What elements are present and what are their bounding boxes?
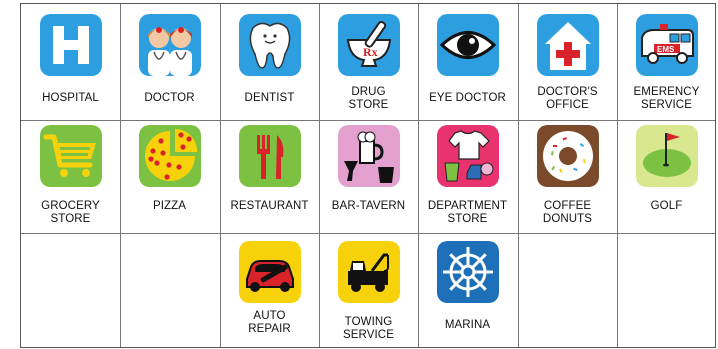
category-towing-service[interactable] [319,4,418,349]
towing-service-label-line: SERVICE [343,329,394,341]
drug-store-label-line: DRUG [351,86,386,98]
category-auto-repair[interactable] [220,4,319,349]
category-coffee-donuts[interactable] [518,4,617,349]
bar-tavern-label-line: BAR-TAVERN [331,200,406,212]
doctors-office-label-line: OFFICE [546,99,589,111]
pizza-icon [139,125,201,187]
car-wrench-icon [239,241,301,303]
donut-icon [537,125,599,187]
grocery-store-label-line: STORE [50,213,91,225]
rx-label: Rx [363,45,378,59]
towing-service-label-line: TOWING [344,316,393,328]
pizza-label-line: PIZZA [152,200,187,212]
hospital-label-line: HOSPITAL [42,92,99,104]
doctor-label-line: DOCTOR [144,92,195,104]
doctors-office-label-line: DOCTOR'S [537,86,598,98]
ship-wheel-icon [437,241,499,303]
drug-store-label-line: STORE [348,99,389,111]
department-store-label-line: STORE [447,213,488,225]
dentist-label-line: DENTIST [244,92,295,104]
marina-label [418,319,517,332]
golf-label [617,200,716,213]
auto-repair-label-line: REPAIR [248,323,291,335]
golf-flag-icon [636,125,698,187]
coffee-donuts-label-line: COFFEE [543,200,592,212]
grocery-store-label-line: GROCERY [41,200,100,212]
coffee-donuts-label-line: DONUTS [542,213,593,225]
pizza-label [120,200,219,213]
tow-truck-icon [338,241,400,303]
ems-badge: EMS [657,45,675,54]
shopping-cart-icon [40,125,102,187]
emergency-service-label-line: EMERENCY [633,86,700,98]
auto-repair-label [220,310,319,336]
emergency-service-label-line: SERVICE [641,99,692,111]
category-pizza[interactable] [120,4,219,349]
category-marina[interactable] [418,4,517,349]
coffee-donuts-label [518,200,617,226]
restaurant-label-line: RESTAURANT [230,200,309,212]
eye-doctor-label-line: EYE DOCTOR [429,92,506,104]
towing-service-label [319,316,418,342]
auto-repair-label-line: AUTO [253,310,286,322]
marina-label-line: MARINA [444,319,491,331]
category-golf[interactable] [617,4,716,349]
icon-grid [20,3,716,348]
category-grocery-store[interactable] [21,4,120,349]
grocery-store-label [21,200,120,226]
department-store-label-line: DEPARTMENT [427,200,508,212]
golf-label-line: GOLF [650,200,683,212]
